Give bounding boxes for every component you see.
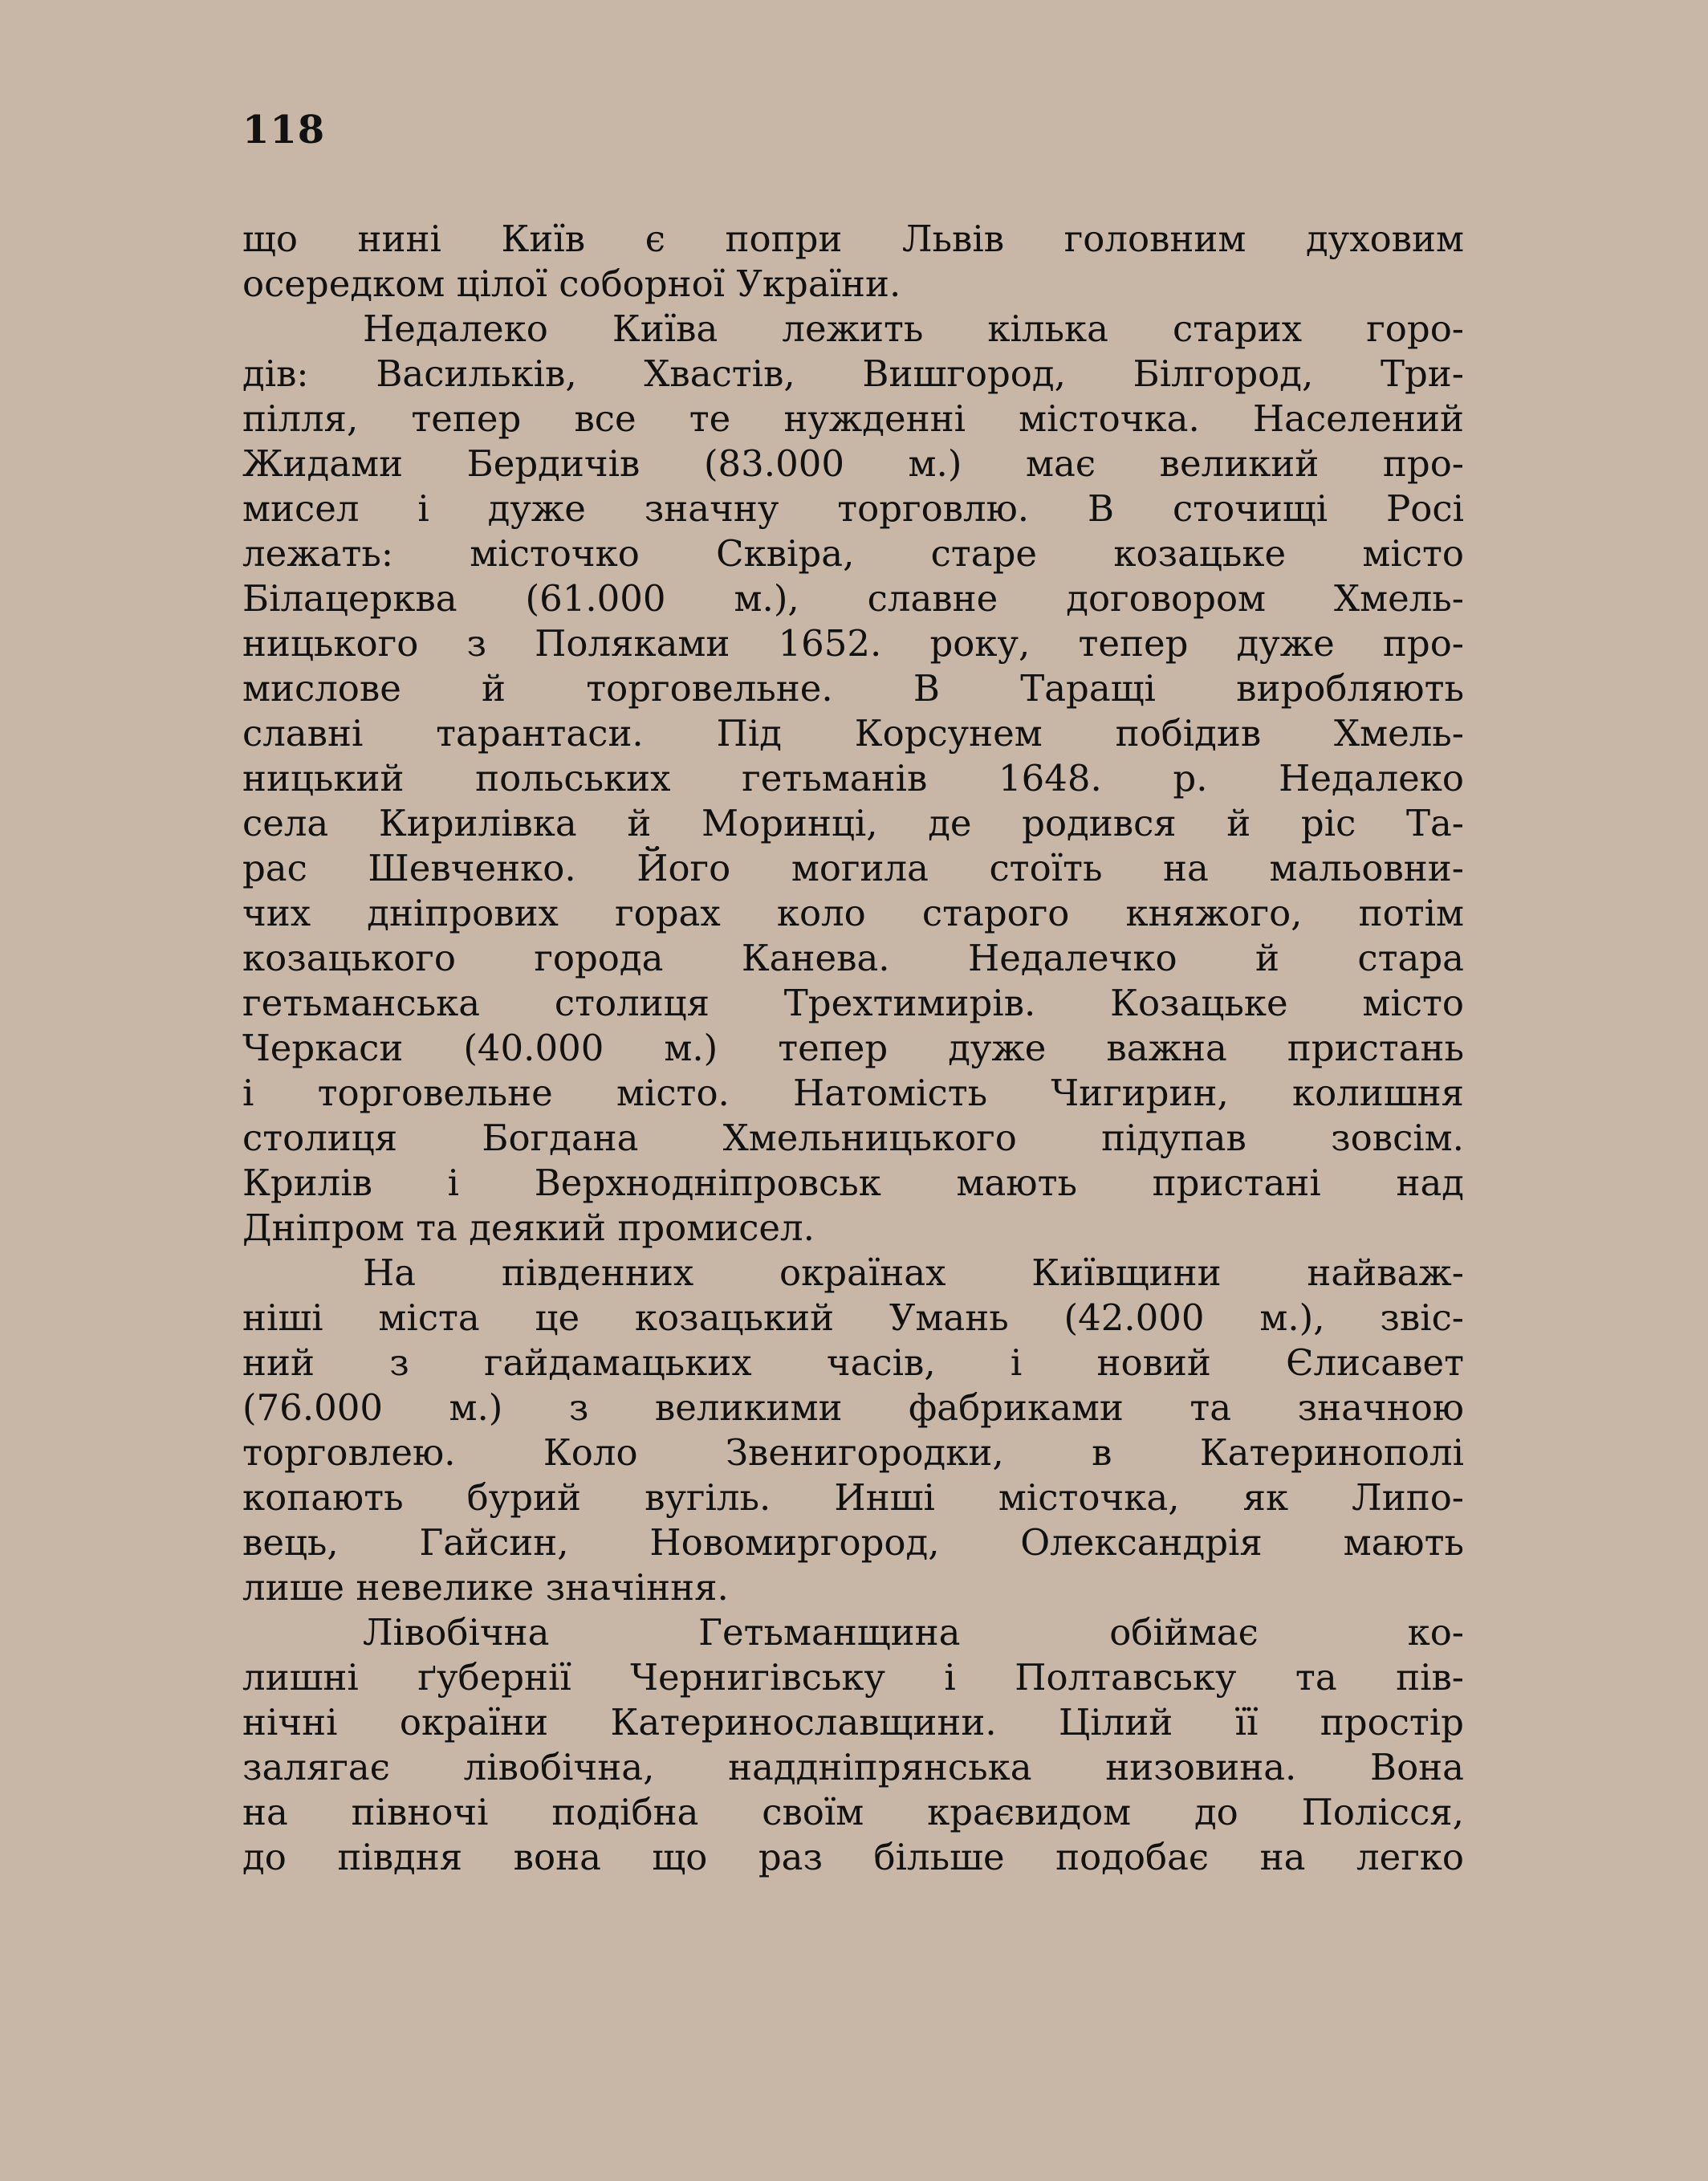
text-line: козацького города Канева. Недалечко й стара xyxy=(242,937,1464,979)
text-line: ницького з Поляками 1652. року, тепер дуже про- xyxy=(242,622,1464,665)
text-line: копають бурий вугіль. Инші місточка, як Липо- xyxy=(242,1476,1464,1519)
text-line: ний з гайдамацьких часів, і новий Єлисавет xyxy=(242,1341,1464,1384)
text-line: На південних окраїнах Київщини найваж- xyxy=(363,1251,1464,1294)
text-line: мисел і дуже значну торговлю. В сточищі Росі xyxy=(242,487,1464,530)
text-line: осередком цілої соборної України. xyxy=(242,262,901,305)
text-line: пілля, тепер все те нужденні місточка. Населений xyxy=(242,397,1464,440)
text-line: села Кирилівка й Моринці, де родився й ріс Та- xyxy=(242,802,1464,844)
text-line: Лівобічна Гетьманщина обіймає ко- xyxy=(363,1611,1464,1654)
text-line: (76.000 м.) з великими фабриками та значною xyxy=(242,1386,1464,1429)
text-line: славні тарантаси. Під Корсунем побідив Хмель- xyxy=(242,712,1464,755)
text-line: до півдня вона що раз більше подобає на легко xyxy=(242,1836,1464,1878)
text-line: мислове й торговельне. В Таращі виробляють xyxy=(242,667,1464,710)
text-line: ніші міста це козацький Умань (42.000 м.), звіс- xyxy=(242,1296,1464,1339)
text-line: столиця Богдана Хмельницького підупав зовсім. xyxy=(242,1117,1464,1159)
body-text xyxy=(242,217,1464,1880)
text-line: на півночі подібна своїм краєвидом до Полісся, xyxy=(242,1791,1464,1833)
text-line: Білацерква (61.000 м.), славне договором Хмель- xyxy=(242,577,1464,620)
text-line: дів: Васильків, Хвастів, Вишгород, Білгород, Три- xyxy=(242,352,1464,395)
text-line: вець, Гайсин, Новомиргород, Олександрія мають xyxy=(242,1521,1464,1564)
text-line: що нині Київ є попри Львів головним духовим xyxy=(242,218,1464,260)
text-line: лишні ґубернії Чернигівську і Полтавську та пів- xyxy=(242,1656,1464,1699)
text-line: Недалеко Київа лежить кілька старих горо- xyxy=(363,307,1464,350)
text-line: гетьманська столиця Трехтимирів. Козацьке місто xyxy=(242,982,1464,1024)
text-line: і торговельне місто. Натомість Чигирин, колишня xyxy=(242,1072,1464,1114)
text-line: Жидами Бердичів (83.000 м.) має великий про- xyxy=(242,442,1464,485)
page-number: 118 xyxy=(242,108,326,153)
text-line: Черкаси (40.000 м.) тепер дуже важна пристань xyxy=(242,1027,1464,1069)
text-line: лише невелике значіння. xyxy=(242,1566,729,1609)
text-line: рас Шевченко. Його могила стоїть на мальовни- xyxy=(242,847,1464,889)
text-line: нічні окраїни Катеринославщини. Цілий її простір xyxy=(242,1701,1464,1744)
text-line: залягає лівобічна, наддніпрянська низовина. Вона xyxy=(242,1746,1464,1788)
text-line: лежать: місточко Сквіра, старе козацьке місто xyxy=(242,532,1464,575)
text-line: ницький польських гетьманів 1648. р. Недалеко xyxy=(242,757,1464,800)
text-line: чих дніпрових горах коло старого княжого, потім xyxy=(242,892,1464,934)
text-line: Дніпром та деякий промисел. xyxy=(242,1206,815,1249)
text-line: торговлею. Коло Звенигородки, в Катеринополі xyxy=(242,1431,1464,1474)
text-line: Крилів і Верхнодніпровськ мають пристані над xyxy=(242,1162,1464,1204)
